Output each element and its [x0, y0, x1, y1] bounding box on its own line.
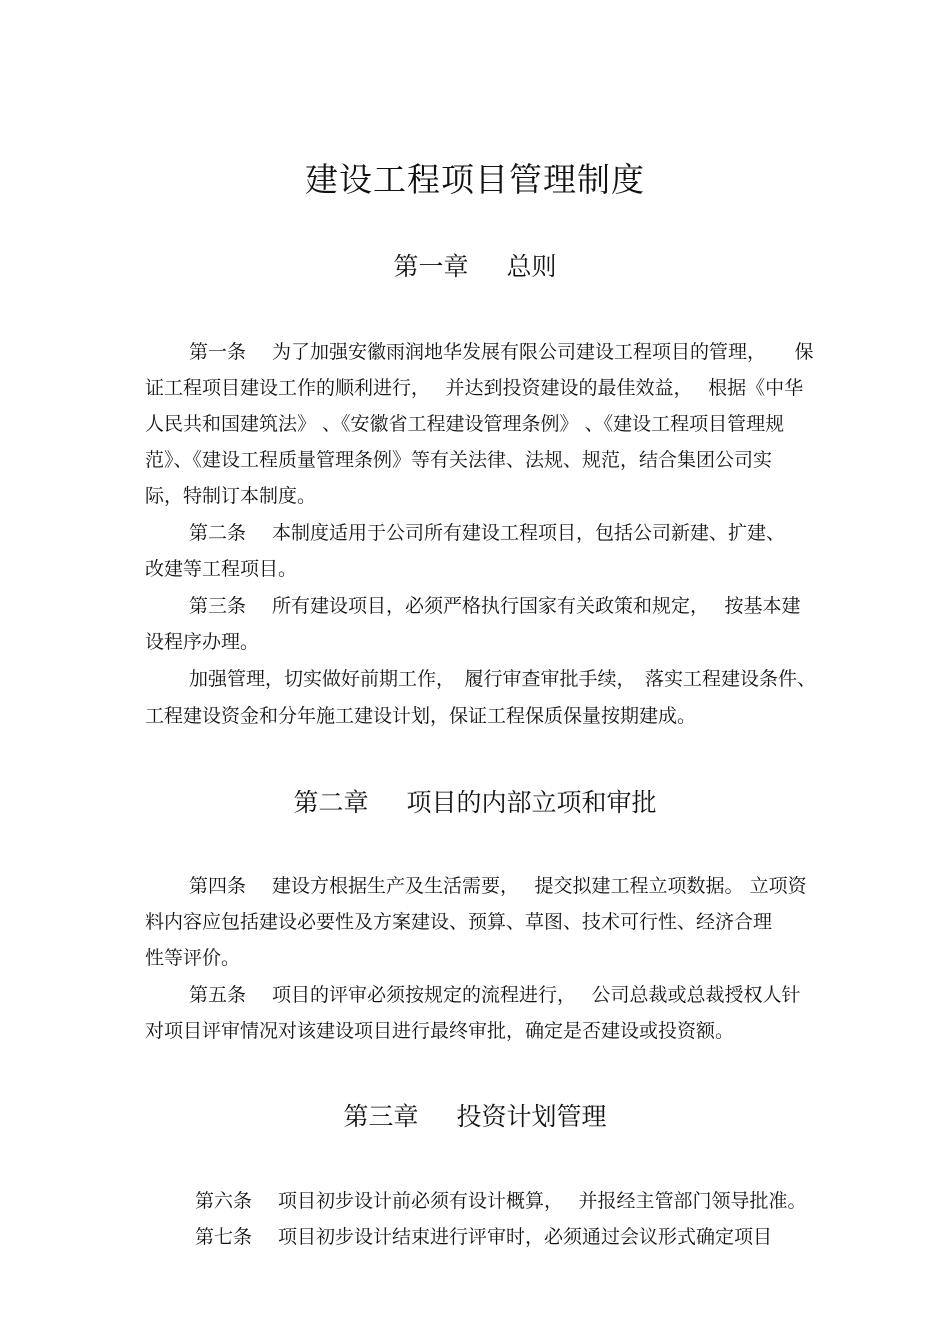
- paragraph-line-1: 加强管理，切实做好前期工作， 履行审查审批手续， 落实工程建设条件、: [189, 668, 817, 690]
- article-4-line-2: 料内容应包括建设必要性及方案建设、预算、草图、技术可行性、经济合理: [145, 911, 773, 933]
- chapter-number: 第一章: [393, 252, 469, 281]
- article-text: 建设方根据生产及生活需要， 提交拟建工程立项数据。 立项资: [272, 875, 807, 897]
- chapter-number: 第二章: [293, 788, 369, 817]
- article-label: 第三条: [189, 595, 247, 617]
- article-4-line-3: 性等评价。: [145, 947, 241, 969]
- article-2-line-2: 改建等工程项目。: [145, 558, 298, 580]
- article-1-line-4: 范》、《建设工程质量管理条例》等有关法律、法规、规范，结合集团公司实: [145, 449, 773, 471]
- article-5-line-1: [189, 981, 909, 1009]
- chapter-heading-1: [0, 249, 950, 285]
- article-text: 为了加强安徽雨润地华发展有限公司建设工程项目的管理， 保: [272, 341, 814, 363]
- article-3-line-2: 设程序办理。: [145, 631, 260, 653]
- article-text: 本制度适用于公司所有建设工程项目，包括公司新建、扩建、: [272, 522, 786, 544]
- article-1-line-3: 人民共和国建筑法》 、《安徽省工程建设管理条例》 、《建设工程项目管理规: [145, 413, 785, 435]
- article-label: 第四条: [189, 875, 247, 897]
- chapter-name: 项目的内部立项和审批: [406, 788, 657, 817]
- chapter-name: 总则: [506, 252, 557, 281]
- article-label: 第五条: [189, 984, 247, 1006]
- article-label: 第一条: [189, 341, 247, 363]
- chapter-name: 投资计划管理: [456, 1102, 607, 1131]
- article-label: 第二条: [189, 522, 247, 544]
- article-1-line-5: 际，特制订本制度。: [145, 485, 317, 507]
- article-1-line-1: [189, 338, 859, 366]
- article-5-line-2: 对项目评审情况对该建设项目进行最终审批，确定是否建设或投资额。: [145, 1020, 735, 1042]
- chapter-number: 第三章: [343, 1102, 419, 1131]
- article-1-line-2: 证工程项目建设工作的顺利进行， 并达到投资建设的最佳效益， 根据《中华: [145, 377, 804, 399]
- chapter-heading-2: [0, 785, 950, 821]
- document-title: 建设工程项目管理制度: [305, 160, 645, 199]
- article-7-line-1: [195, 1223, 915, 1251]
- article-label: 第七条: [195, 1226, 253, 1248]
- article-3-line-1: [189, 592, 909, 620]
- article-text: 项目的评审必须按规定的流程进行， 公司总裁或总裁授权人针: [272, 984, 801, 1006]
- paragraph-line-2: 工程建设资金和分年施工建设计划，保证工程保质保量按期建成。: [145, 705, 697, 727]
- article-2-line-1: [189, 519, 909, 547]
- article-label: 第六条: [195, 1190, 253, 1212]
- article-text: 所有建设项目，必须严格执行国家有关政策和规定， 按基本建: [272, 595, 801, 617]
- chapter-heading-3: [0, 1099, 950, 1135]
- article-text: 项目初步设计结束进行评审时，必须通过会议形式确定项目: [278, 1226, 773, 1248]
- article-6-line-1: [195, 1187, 915, 1215]
- article-text: 项目初步设计前必须有设计概算， 并报经主管部门领导批准。: [278, 1190, 807, 1212]
- article-4-line-1: [189, 872, 909, 900]
